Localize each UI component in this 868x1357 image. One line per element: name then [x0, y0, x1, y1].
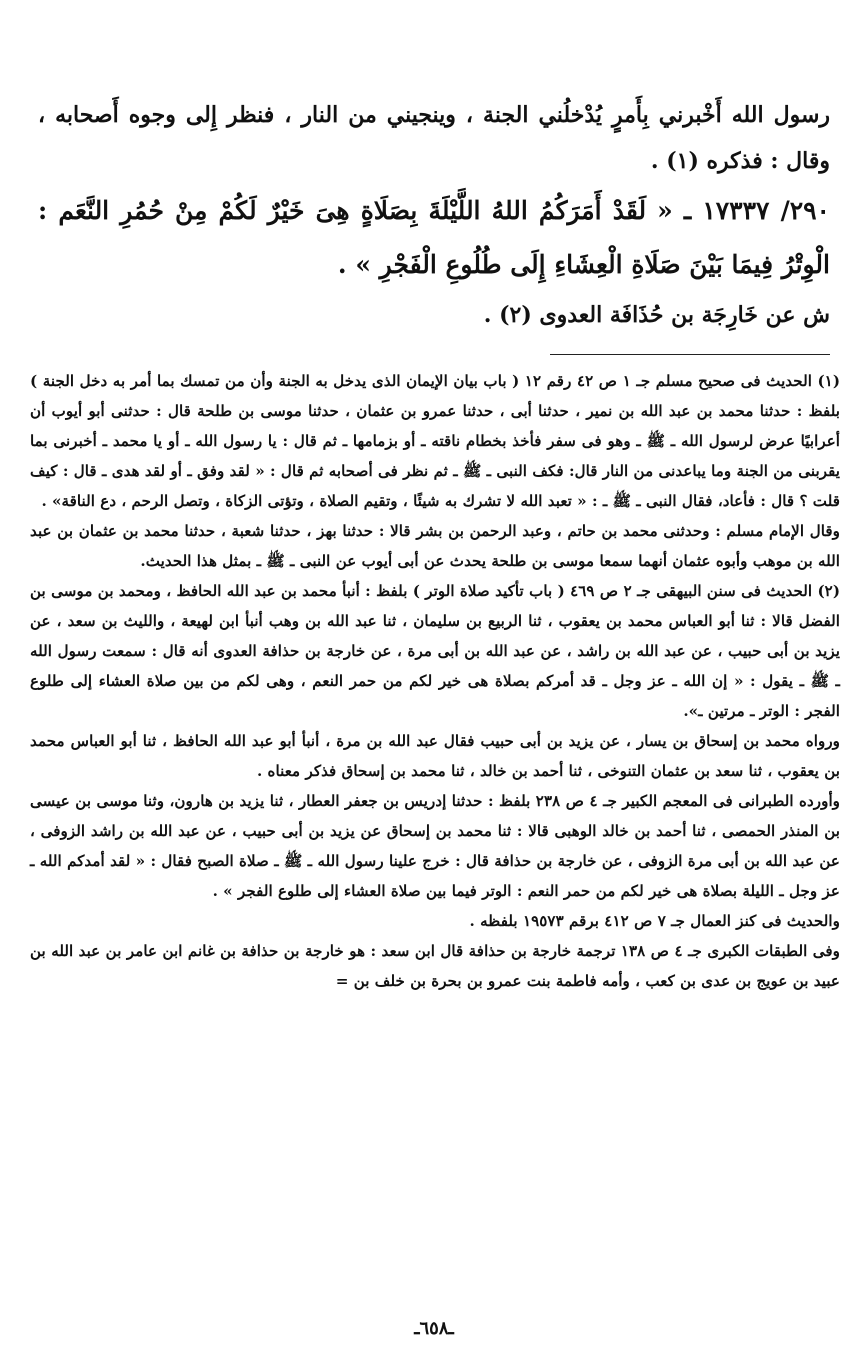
- footnote-2-paragraph-3: وأورده الطبرانى فى المعجم الكبير جـ ٤ ص ٢٣٨ بلفظ : حدثنا إدريس بن جعفر العطار ، ثنا يزيد بن هارون، وثنا موسى بن عيسى بن المنذر الحمصى ، ثنا أحمد بن خالد الوهبى قالا : ثنا محمد بن إسحاق عن يزيد بن أبى حبيب ، عن عبد الله بن راشد الزوفى ، عن عبد الله بن أبى مرة الزوفى ، عن خارجة بن حذافة قال : خرج علينا رسول الله ـ ﷺ ـ صلاة الصبح فقال : « لقد أمدكم الله ـ عز وجل ـ الليلة بصلاة هى خير لكم من حمر النعم : الوتر فيما بين صلاة العشاء إلى طلوع الفجر » .: [30, 792, 840, 900]
- footnote-2-paragraph-4: والحديث فى كنز العمال جـ ٧ ص ٤١٢ برقم ١٩٥٧٣ بلفظه .: [469, 912, 840, 930]
- main-paragraph-1: رسول الله أَخْبرني بِأَمرٍ يُدْخلُني الجنة ، وينجيني من النار ، فنظر إِلى وجوه أَصحابه ، وقال : فذكره (١) .: [38, 102, 830, 174]
- footnote-1-continuation: وقال الإمام مسلم : وحدثنى محمد بن حاتم ، وعبد الرحمن بن بشر قالا : حدثنا بهز ، حدثنا شعبة ، حدثنا محمد بن عثمان بن عبد الله بن موهب وأبوه عثمان أنهما سمعا موسى بن طلحة يحدث عن أبى أيوب عن النبى ـ ﷺ ـ بمثل هذا الحديث.: [30, 522, 840, 570]
- footnote-1: (١) الحديث فى صحيح مسلم جـ ١ ص ٤٢ رقم ١٢ ( باب بيان الإيمان الذى يدخل به الجنة وأن من تمسك بما أمر به دخل الجنة ) بلفظ : حدثنا محمد بن عبد الله بن نمير ، حدثنا أبى ، حدثنا عمرو بن عثمان ، حدثنا موسى بن طلحة قال : حدثنى أبو أيوب أن أعرابيًا عرض لرسول الله ـ ﷺ ـ وهو فى سفر فأخذ بخطام ناقته ـ أو بزمامها ـ ثم قال : يا رسول الله ـ أو يا محمد ـ أخبرنى بما يقربنى من الجنة وما يباعدنى من النار قال: فكف النبى ـ ﷺ ـ ثم نظر فى أصحابه ثم قال : « لقد وفق ـ أو لقد هدى ـ قال : كيف قلت ؟ قال : فأعاد، فقال النبى ـ ﷺ ـ : « تعبد الله لا تشرك به شيئًا ، وتقيم الصلاة ، وتؤتى الزكاة ، وتصل الرحم ، دع الناقة» .: [30, 372, 840, 510]
- page-number: ـ٦٥٨ـ: [414, 1318, 454, 1339]
- main-text: [38, 92, 830, 338]
- footnotes: [30, 366, 840, 996]
- footnote-2-paragraph-5: وفى الطبقات الكبرى جـ ٤ ص ١٣٨ ترجمة خارجة بن حذافة قال ابن سعد : هو خارجة بن حذافة بن غانم ابن عامر بن عبد الله بن عبيد بن عويج بن عدى بن كعب ، وأمه فاطمة بنت عمرو بن بحرة بن خلف بن =: [30, 942, 840, 990]
- footnote-2-paragraph-2: ورواه محمد بن إسحاق بن يسار ، عن يزيد بن أبى حبيب فقال عبد الله بن مرة ، أنبأ أبو عبد الله الحافظ ، ثنا أبو العباس محمد بن يعقوب ، ثنا سعد بن عثمان التنوخى ، ثنا أحمد بن خالد ، ثنا محمد بن إسحاق فذكر معناه .: [30, 732, 840, 780]
- hadith-text: ٢٩٠/ ١٧٣٣٧ ـ « لَقَدْ أَمَرَكُمُ اللهُ اللَّيْلَةَ بِصَلَاةٍ هِىَ خَيْرٌ لَكُمْ مِنْ حُمُرِ النَّعَم : الْوِتْرُ فِيمَا بَيْنَ صَلَاةِ الْعِشَاءِ إِلَى طُلُوعِ الْفَجْرِ » .: [38, 196, 830, 279]
- hadith-source: ش عن خَارِجَة بن حُذَافَة العدوى (٢) .: [483, 302, 830, 328]
- footnote-2: (٢) الحديث فى سنن البيهقى جـ ٢ ص ٤٦٩ ( باب تأكيد صلاة الوتر ) بلفظ : أنبأ محمد بن عبد الله الحافظ ، ومحمد بن موسى بن الفضل قالا : ثنا أبو العباس محمد بن يعقوب ، ثنا الربيع بن سليمان ، ثنا عبد الله بن وهب أنبأ ابن لهيعة ، والليث بن سعد ، عن يزيد بن أبى حبيب ، عن عبد الله بن راشد ، عن عبد الله بن أبى مرة ، عن خارجة بن حذافة العدوى أنه قال : سمعت رسول الله ـ ﷺ ـ يقول : « إن الله ـ عز وجل ـ قد أمركم بصلاة هى خير لكم من حمر النعم ، وهى لكم من بين صلاة العشاء إلى طلوع الفجر : الوتر ـ مرتين ـ».: [30, 582, 840, 720]
- footnote-divider: [550, 354, 830, 355]
